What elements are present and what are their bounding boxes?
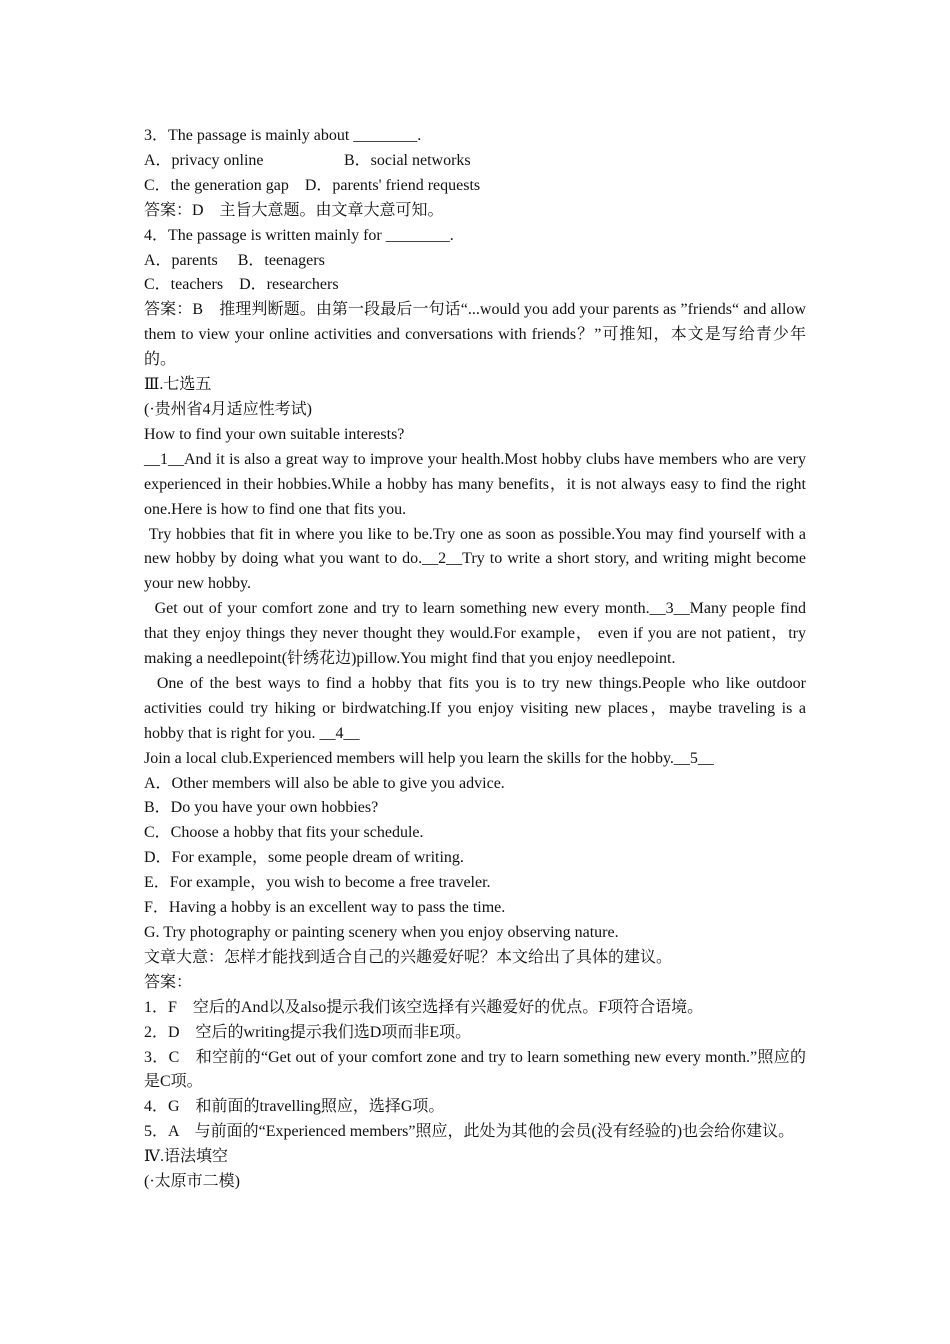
option-line: A．Other members will also be able to give you advice.	[144, 774, 505, 792]
q3-options-cd: C．the generation gap D．parents' friend requests	[144, 176, 481, 194]
answer-line: 2．D 空后的writing提示我们选D项而非E项。	[144, 1023, 472, 1041]
section3-source: (·贵州省4月适应性考试)	[144, 400, 312, 418]
document-page	[144, 124, 811, 1195]
q3-options-ab	[144, 149, 806, 174]
passage-paragraph: Join a local club.Experienced members will help you learn the skills for the hobby.__5__	[144, 749, 714, 767]
option-line: C．Choose a hobby that fits your schedule.	[144, 824, 424, 842]
q3-stem: 3．The passage is mainly about ________.	[144, 127, 422, 144]
q4-stem: 4．The passage is written mainly for ________.	[144, 226, 454, 244]
option-line: D．For example，some people dream of writing.	[144, 849, 464, 867]
q4-answer: 答案：B 推理判断题。由第一段最后一句话“...would you add your parents as ”friends“ and allow them to view your online activities and conversations with friends？”可推知，本文是写给青少年的。	[144, 301, 806, 369]
passage-summary: 文章大意：怎样才能找到适合自己的兴趣爱好呢？本文给出了具体的建议。	[144, 948, 673, 966]
q3-option-a: A．privacy online	[144, 151, 264, 169]
option-line: B．Do you have your own hobbies?	[144, 799, 379, 817]
q4-options-cd: C．teachers D．researchers	[144, 276, 339, 294]
q4-options-ab: A．parents B．teenagers	[144, 251, 325, 269]
section4-heading: Ⅳ.语法填空	[144, 1148, 228, 1166]
passage-paragraph: One of the best ways to find a hobby that fits you is to try new things.People who like outdoor activities could try hiking or birdwatching.If you enjoy visiting new places，maybe traveling is a hobby that is right for you. __4__	[144, 674, 810, 742]
passage-paragraph: Try hobbies that fit in where you like to be.Try one as soon as possible.You may find yourself with a new hobby by doing what you want to do.__2__Try to write a short story, and writing might become your new hobby.	[144, 525, 811, 593]
option-line: F．Having a hobby is an excellent way to pass the time.	[144, 899, 506, 917]
answer-label: 答案：	[144, 973, 193, 991]
answer-line: 3．C 和空前的“Get out of your comfort zone and try to learn something new every month.”照应的是C项。	[144, 1048, 806, 1091]
passage-title: How to find your own suitable interests?	[144, 425, 405, 443]
passage-paragraph: __1__And it is also a great way to improve your health.Most hobby clubs have members who are very experienced in their hobbies.While a hobby has many benefits，it is not always easy to find the right one.Here is how to find one that fits you.	[144, 450, 810, 518]
q3-answer: 答案：D 主旨大意题。由文章大意可知。	[144, 201, 444, 219]
option-line: G. Try photography or painting scenery when you enjoy observing nature.	[144, 924, 619, 941]
section4-source: (·太原市二模)	[144, 1173, 240, 1191]
answer-line: 5．A 与前面的“Experienced members”照应，此处为其他的会员(没有经验的)也会给你建议。	[144, 1123, 795, 1141]
q3-option-b: B．social networks	[344, 151, 471, 169]
passage-paragraph: Get out of your comfort zone and try to learn something new every month.__3__Many people find that they enjoy things they never thought they would.For example， even if you are not patient，try making a needlepoint(针绣花边)pillow.You might find that you enjoy needlepoint.	[144, 600, 811, 668]
option-line: E．For example，you wish to become a free traveler.	[144, 874, 491, 892]
answer-line: 1．F 空后的And以及also提示我们该空选择有兴趣爱好的优点。F项符合语境。	[144, 998, 704, 1016]
answer-line: 4．G 和前面的travelling照应，选择G项。	[144, 1098, 445, 1116]
section3-heading: Ⅲ.七选五	[144, 376, 212, 394]
